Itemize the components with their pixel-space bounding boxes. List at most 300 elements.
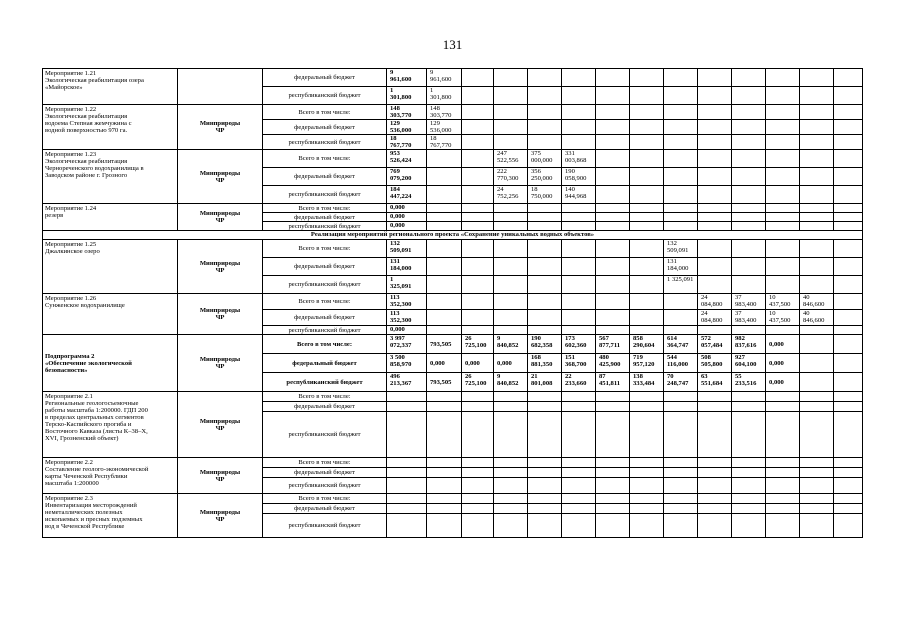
cell-text-line: «Майорское»	[45, 84, 83, 91]
year-amount-cell	[562, 373, 596, 392]
cell-text-line: 233,516	[735, 380, 757, 387]
cell-text-line: Мероприятие 1.26	[45, 295, 97, 302]
year-amount-cell	[800, 494, 834, 504]
year-amount-cell	[494, 186, 528, 204]
year-amount-cell	[494, 276, 528, 294]
year-amount-cell	[732, 478, 766, 494]
year-amount-cell	[800, 213, 834, 222]
year-amount-cell	[494, 240, 528, 258]
year-amount-cell	[596, 354, 630, 373]
year-amount-cell	[427, 186, 462, 204]
year-amount-cell	[766, 392, 800, 402]
cell-text-line: 333,484	[633, 380, 655, 387]
cell-text-line: 719	[633, 354, 643, 361]
year-amount-cell	[766, 326, 800, 335]
total-amount-cell	[387, 310, 427, 326]
cell-text-line: Минприроды	[199, 259, 241, 267]
year-amount-cell	[732, 69, 766, 87]
cell-text-line: Региональные геологосъемочные	[45, 400, 139, 407]
year-amount-cell	[494, 373, 528, 392]
year-amount-cell	[427, 258, 462, 276]
year-amount-cell	[800, 310, 834, 326]
cell-text-line: Мероприятие 2.3	[45, 495, 93, 502]
year-amount-cell	[596, 468, 630, 478]
year-amount-cell	[528, 494, 562, 504]
year-amount-cell	[834, 354, 863, 373]
year-amount-cell	[562, 87, 596, 105]
year-amount-cell	[528, 150, 562, 168]
year-amount-cell	[834, 402, 863, 412]
year-amount-cell	[800, 258, 834, 276]
year-amount-cell	[528, 294, 562, 310]
year-amount-cell	[664, 494, 698, 504]
year-amount-cell	[630, 150, 664, 168]
year-amount-cell	[800, 276, 834, 294]
year-amount-cell	[834, 310, 863, 326]
cell-text-line: ископаемых и пресных подземных	[45, 516, 143, 523]
cell-text-line: Минприроды	[199, 210, 241, 217]
cell-text-line: 604,100	[735, 361, 757, 368]
table-row	[43, 69, 863, 87]
year-amount-cell	[462, 494, 494, 504]
year-amount-cell	[834, 412, 863, 458]
total-amount-cell	[387, 354, 427, 373]
year-amount-cell	[596, 392, 630, 402]
year-amount-cell	[462, 468, 494, 478]
year-amount-cell	[698, 213, 732, 222]
cell-text-line: 682,358	[531, 342, 553, 349]
year-amount-cell	[732, 258, 766, 276]
total-amount-cell	[387, 494, 427, 504]
year-amount-cell	[766, 310, 800, 326]
year-amount-cell	[630, 69, 664, 87]
year-amount-cell	[427, 494, 462, 504]
cell-text-line: Инвентаризация месторождений	[45, 502, 137, 509]
cell-text-line: 9	[497, 373, 501, 380]
year-amount-cell	[630, 310, 664, 326]
year-amount-cell	[494, 204, 528, 213]
year-amount-cell	[528, 213, 562, 222]
cell-text-line: 1	[390, 87, 394, 94]
year-amount-cell	[732, 150, 766, 168]
year-amount-cell	[596, 335, 630, 354]
year-amount-cell	[427, 150, 462, 168]
year-amount-cell	[528, 105, 562, 120]
year-amount-cell	[528, 222, 562, 231]
year-amount-cell	[528, 373, 562, 392]
year-amount-cell	[698, 186, 732, 204]
year-amount-cell	[766, 478, 800, 494]
year-amount-cell	[800, 240, 834, 258]
cell-text-line: 352,300	[390, 317, 412, 324]
year-amount-cell	[800, 514, 834, 538]
responsible-agency-cell	[178, 204, 263, 231]
year-amount-cell	[698, 392, 732, 402]
cell-text-line: 9	[430, 69, 434, 76]
cell-text-line: 18	[531, 186, 538, 193]
year-amount-cell	[664, 504, 698, 514]
year-amount-cell	[664, 468, 698, 478]
year-amount-cell	[630, 105, 664, 120]
year-amount-cell	[528, 87, 562, 105]
year-amount-cell	[528, 412, 562, 458]
cell-text-line: резерв	[45, 212, 64, 219]
year-amount-cell	[427, 294, 462, 310]
cell-text-line: 961,600	[430, 76, 452, 83]
year-amount-cell	[664, 105, 698, 120]
year-amount-cell	[732, 335, 766, 354]
year-amount-cell	[732, 222, 766, 231]
cell-text-line: 961,600	[390, 76, 412, 83]
year-amount-cell	[562, 276, 596, 294]
year-amount-cell	[562, 69, 596, 87]
year-amount-cell	[664, 186, 698, 204]
total-amount-cell	[387, 120, 427, 135]
cell-text-line: Мероприятие 1.21	[45, 70, 97, 77]
year-amount-cell	[664, 135, 698, 150]
cell-text-line: Минприроды	[199, 508, 241, 516]
cell-text-line: 793,505	[430, 378, 452, 386]
year-amount-cell	[664, 168, 698, 186]
budget-source-cell: республиканский бюджет	[263, 87, 387, 105]
year-amount-cell	[562, 120, 596, 135]
cell-text-line: Экологическая реабилитация	[45, 158, 128, 165]
year-amount-cell	[596, 310, 630, 326]
cell-text-line: 927	[735, 354, 745, 361]
year-amount-cell	[494, 458, 528, 468]
year-amount-cell	[596, 168, 630, 186]
year-amount-cell	[562, 335, 596, 354]
cell-text-line: Экологическая реабилитация	[45, 113, 128, 120]
year-amount-cell	[732, 87, 766, 105]
year-amount-cell	[732, 105, 766, 120]
table-row	[43, 150, 863, 168]
year-amount-cell	[462, 213, 494, 222]
total-amount-cell	[387, 402, 427, 412]
cell-text-line: 1 325,091	[667, 276, 694, 283]
cell-text-line: 551,684	[701, 380, 723, 387]
cell-text-line: 725,100	[465, 342, 487, 349]
year-amount-cell	[528, 504, 562, 514]
year-amount-cell	[664, 276, 698, 294]
budget-source-cell: федеральный бюджет	[263, 120, 387, 135]
year-amount-cell	[528, 402, 562, 412]
year-amount-cell	[596, 120, 630, 135]
cell-text-line: масштаба 1:200000	[45, 480, 99, 487]
year-amount-cell	[596, 402, 630, 412]
year-amount-cell	[528, 326, 562, 335]
year-amount-cell	[494, 392, 528, 402]
year-amount-cell	[562, 514, 596, 538]
total-amount-cell	[387, 240, 427, 258]
cell-text-line: ЧР	[215, 176, 225, 184]
table-row	[43, 294, 863, 310]
year-amount-cell	[596, 87, 630, 105]
year-amount-cell	[462, 222, 494, 231]
measure-name-cell	[43, 494, 178, 538]
year-amount-cell	[562, 222, 596, 231]
table-row	[43, 204, 863, 213]
cell-text-line: 325,091	[390, 283, 412, 290]
year-amount-cell	[698, 222, 732, 231]
cell-text-line: 496	[390, 373, 400, 380]
year-amount-cell	[462, 120, 494, 135]
year-amount-cell	[732, 514, 766, 538]
cell-text-line: 084,800	[701, 301, 723, 308]
year-amount-cell	[698, 310, 732, 326]
cell-text-line: 0,000	[769, 378, 784, 386]
cell-text-line: 750,000	[531, 193, 553, 200]
cell-text-line: 26	[465, 373, 472, 380]
year-amount-cell	[596, 494, 630, 504]
cell-text-line: Мероприятие 1.22	[45, 106, 97, 113]
year-amount-cell	[698, 514, 732, 538]
year-amount-cell	[834, 392, 863, 402]
cell-text-line: 290,604	[633, 342, 655, 349]
year-amount-cell	[427, 213, 462, 222]
cell-text-line: 0,000	[390, 213, 405, 220]
total-amount-cell	[387, 69, 427, 87]
year-amount-cell	[834, 326, 863, 335]
year-amount-cell	[630, 458, 664, 468]
total-amount-cell	[387, 186, 427, 204]
year-amount-cell	[462, 258, 494, 276]
cell-text-line: 131	[390, 258, 400, 265]
cell-text-line: 168	[531, 354, 541, 361]
year-amount-cell	[766, 276, 800, 294]
cell-text-line: 173	[565, 335, 575, 342]
year-amount-cell	[427, 335, 462, 354]
year-amount-cell	[427, 373, 462, 392]
cell-text-line: 425,900	[599, 361, 621, 368]
cell-text-line: 190	[531, 335, 541, 342]
year-amount-cell	[834, 276, 863, 294]
year-amount-cell	[800, 186, 834, 204]
year-amount-cell	[766, 402, 800, 412]
cell-text-line: 303,770	[390, 112, 412, 119]
year-amount-cell	[494, 354, 528, 373]
year-amount-cell	[630, 204, 664, 213]
year-amount-cell	[462, 458, 494, 468]
year-amount-cell	[766, 69, 800, 87]
year-amount-cell	[630, 494, 664, 504]
cell-text-line: 364,747	[667, 342, 689, 349]
year-amount-cell	[834, 168, 863, 186]
year-amount-cell	[462, 150, 494, 168]
table-row	[43, 494, 863, 504]
cell-text-line: 0,000	[497, 359, 512, 367]
year-amount-cell	[766, 458, 800, 468]
year-amount-cell	[664, 150, 698, 168]
year-amount-cell	[562, 186, 596, 204]
year-amount-cell	[732, 402, 766, 412]
year-amount-cell	[766, 105, 800, 120]
total-amount-cell	[387, 150, 427, 168]
total-amount-cell	[387, 276, 427, 294]
cell-text-line: 858	[633, 335, 643, 342]
year-amount-cell	[698, 402, 732, 412]
year-amount-cell	[596, 135, 630, 150]
year-amount-cell	[562, 105, 596, 120]
cell-text-line: 247	[497, 150, 507, 157]
cell-text-line: 614	[667, 335, 677, 342]
cell-text-line: Минприроды	[199, 468, 241, 476]
year-amount-cell	[596, 240, 630, 258]
year-amount-cell	[494, 326, 528, 335]
year-amount-cell	[766, 213, 800, 222]
budget-source-cell: Всего в том числе:	[263, 240, 387, 258]
year-amount-cell	[494, 310, 528, 326]
measure-name-cell	[43, 105, 178, 150]
cell-text-line: 22	[565, 373, 572, 380]
year-amount-cell	[630, 412, 664, 458]
cell-text-line: 982	[735, 335, 745, 342]
year-amount-cell	[800, 402, 834, 412]
year-amount-cell	[698, 494, 732, 504]
cell-text-line: Минприроды	[199, 356, 241, 363]
responsible-agency-cell	[178, 105, 263, 150]
year-amount-cell	[596, 458, 630, 468]
cell-text-line: Составление геолого-экономической	[45, 466, 149, 473]
year-amount-cell	[800, 294, 834, 310]
year-amount-cell	[630, 478, 664, 494]
year-amount-cell	[834, 150, 863, 168]
year-amount-cell	[732, 204, 766, 213]
year-amount-cell	[494, 402, 528, 412]
cell-text-line: 24	[701, 294, 708, 301]
year-amount-cell	[427, 412, 462, 458]
cell-text-line: работы масштаба 1:200000. ГДП 200	[45, 407, 148, 414]
cell-text-line: 87	[599, 373, 606, 380]
year-amount-cell	[630, 87, 664, 105]
year-amount-cell	[562, 504, 596, 514]
cell-text-line: Мероприятие 1.25	[45, 241, 97, 248]
year-amount-cell	[562, 310, 596, 326]
cell-text-line: Терско-Каспийского прогиба и	[45, 421, 132, 428]
total-amount-cell	[387, 204, 427, 213]
year-amount-cell	[562, 326, 596, 335]
cell-text-line: 509,091	[667, 247, 689, 254]
cell-text-line: ЧР	[215, 515, 225, 523]
year-amount-cell	[562, 135, 596, 150]
year-amount-cell	[698, 69, 732, 87]
year-amount-cell	[766, 186, 800, 204]
year-amount-cell	[834, 468, 863, 478]
year-amount-cell	[664, 213, 698, 222]
cell-text-line: в пределах центральных сегментов	[45, 414, 144, 421]
year-amount-cell	[462, 478, 494, 494]
regional-project-banner: Реализация мероприятий регионального проекта «Сохранение уникальных водных объектов»	[43, 231, 863, 240]
year-amount-cell	[698, 168, 732, 186]
cell-text-line: Минприроды	[199, 307, 241, 314]
year-amount-cell	[834, 494, 863, 504]
year-amount-cell	[562, 258, 596, 276]
year-amount-cell	[562, 392, 596, 402]
measure-name-cell	[43, 150, 178, 204]
year-amount-cell	[664, 222, 698, 231]
year-amount-cell	[766, 412, 800, 458]
cell-text-line: 536,000	[390, 127, 412, 134]
cell-text-line: 55	[735, 373, 742, 380]
budget-source-cell: республиканский бюджет	[263, 326, 387, 335]
year-amount-cell	[562, 494, 596, 504]
year-amount-cell	[664, 87, 698, 105]
cell-text-line: ЧР	[215, 424, 225, 432]
year-amount-cell	[698, 326, 732, 335]
year-amount-cell	[664, 294, 698, 310]
cell-text-line: 0,000	[430, 359, 445, 367]
year-amount-cell	[427, 458, 462, 468]
cell-text-line: 40	[803, 294, 810, 301]
cell-text-line: 10	[769, 310, 776, 317]
year-amount-cell	[494, 258, 528, 276]
year-amount-cell	[494, 120, 528, 135]
budget-source-cell: республиканский бюджет	[263, 412, 387, 458]
cell-text-line: 222	[497, 168, 507, 175]
year-amount-cell	[528, 204, 562, 213]
year-amount-cell	[698, 294, 732, 310]
cell-text-line: Подпрограмма 2	[45, 352, 95, 360]
responsible-agency-cell	[178, 240, 263, 294]
cell-text-line: 072,337	[390, 342, 412, 349]
year-amount-cell	[528, 458, 562, 468]
year-amount-cell	[834, 135, 863, 150]
year-amount-cell	[494, 87, 528, 105]
year-amount-cell	[800, 412, 834, 458]
year-amount-cell	[630, 514, 664, 538]
year-amount-cell	[630, 392, 664, 402]
total-amount-cell	[387, 392, 427, 402]
year-amount-cell	[698, 458, 732, 468]
year-amount-cell	[562, 402, 596, 412]
cell-text-line: 522,556	[497, 157, 519, 164]
budget-source-cell: Всего в том числе:	[263, 294, 387, 310]
cell-text-line: 957,120	[633, 361, 655, 368]
responsible-agency-cell	[178, 294, 263, 335]
year-amount-cell	[732, 373, 766, 392]
cell-text-line: 24	[497, 186, 504, 193]
cell-text-line: Мероприятие 1.24	[45, 205, 97, 212]
cell-text-line: 079,200	[390, 175, 412, 182]
cell-text-line: Мероприятие 2.1	[45, 393, 93, 400]
year-amount-cell	[494, 213, 528, 222]
budget-source-cell: федеральный бюджет	[263, 504, 387, 514]
cell-text-line: 508	[701, 354, 711, 361]
measure-name-cell	[43, 240, 178, 294]
year-amount-cell	[462, 514, 494, 538]
cell-text-line: 3 500	[390, 354, 405, 361]
year-amount-cell	[427, 222, 462, 231]
year-amount-cell	[494, 150, 528, 168]
total-amount-cell	[387, 258, 427, 276]
year-amount-cell	[462, 412, 494, 458]
budget-source-cell: Всего в том числе:	[263, 204, 387, 213]
cell-text-line: 505,800	[701, 361, 723, 368]
cell-text-line: 767,770	[430, 142, 452, 149]
cell-text-line: 084,800	[701, 317, 723, 324]
measure-name-cell	[43, 69, 178, 105]
year-amount-cell	[834, 213, 863, 222]
year-amount-cell	[462, 504, 494, 514]
year-amount-cell	[562, 468, 596, 478]
year-amount-cell	[494, 105, 528, 120]
year-amount-cell	[834, 105, 863, 120]
cell-text-line: 0,000	[769, 359, 784, 367]
cell-text-line: Минприроды	[199, 120, 241, 127]
year-amount-cell	[698, 204, 732, 213]
year-amount-cell	[800, 326, 834, 335]
year-amount-cell	[834, 458, 863, 468]
